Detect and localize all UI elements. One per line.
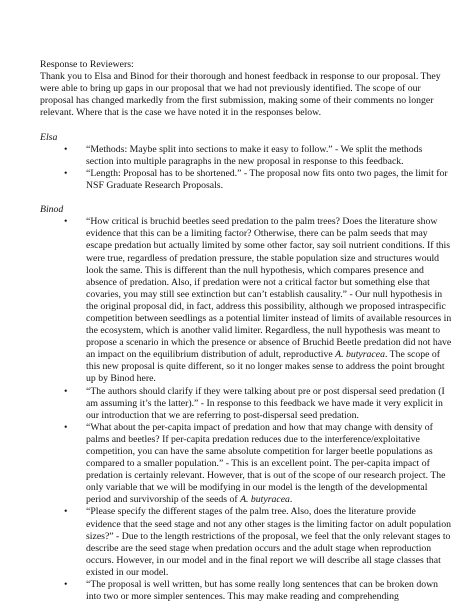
document-page [40,59,452,603]
response-title: Response to Reviewers: [40,59,134,70]
list-item [40,216,452,385]
bullet-icon: • [64,579,68,591]
bullet-icon: • [64,216,68,228]
list-item [40,144,452,168]
comment-text: “The proposal is well written, but has some really long sentences that can be broken down into two or more simpler sentences. This may make reading and comprehending [86,579,438,603]
comment-text: “Length: Proposal has to be shortened.” - The proposal now fits onto two pages, the limit for NSF Graduate Research Proposals. [86,167,448,191]
comment-text: “What about the per-capita impact of predation and how that may change with density of palms and beetles? If per-capita predation reduces due to the interference/exploitative competition, you can have the same absolute competition for larger beetle populations as compared to a smaller population.” - This is an excellent point. The per-capita impact of predation is certainly relevant. However, that is out of the scope of our research project. The only variable that we will be modifying in our model is the length of the developmental period and survivorship of the seeds of [86,421,446,506]
binod-comments [40,216,452,603]
list-item [40,422,452,507]
bullet-icon: • [64,143,68,155]
comment-text: “Methods: Maybe split into sections to make it easy to follow.” - We split the methods section into multiple paragraphs in the new proposal in response to this feedback. [86,143,423,167]
comment-text-cont: . [289,494,293,506]
bullet-icon: • [64,506,68,518]
list-item [40,168,452,192]
list-item [40,386,452,422]
intro-paragraph: Thank you to Elsa and Binod for their thorough and honest feedback in response to our proposal. They were able to bring up gaps in our proposal that we had not previously identified. The scope of our proposal has changed markedly from the first submission, making some of their comments no longer relevant. Where that is the case we have noted it in the responses below. [40,71,441,119]
species-name: A. butyracea [335,349,385,361]
comment-text: “The authors should clarify if they were talking about pre or post dispersal seed predation (I am assuming it’s the latter).” - In response to this feedback we have made it very explicit in our introduction that we are referring to post-dispersal seed predation. [86,385,445,421]
list-item [40,506,452,579]
bullet-icon: • [64,167,68,179]
comment-text: “Please specify the different stages of the palm tree. Also, does the literature provide evidence that the seed stage and not any other stages is the limiting factor on adult population sizes?” - Due to the length restrictions of the proposal, we feel that the only relevant stages to describe are the seed stage when predation occurs and the adult stage when reproduction occurs. However, in our model and in the final report we will describe all stage classes that existed in our model. [86,506,451,578]
reviewer-heading-binod: Binod [40,204,64,216]
elsa-comments [40,144,452,192]
bullet-icon: • [64,421,68,433]
list-item [40,579,452,603]
comment-text: “How critical is bruchid beetles seed predation to the palm trees? Does the literature show evidence that this can be a limiting factor? Otherwise, there can be palm seeds that may escape predation but actually limited by some other factor, say soil nutrient conditions. If this were true, regardless of predation pressure, the stable population size and structures would look the same. This is different than the null hypothesis, which compares presence and absence of predation. Also, if predation were not a critical factor but something else that covaries, you may still see extinction but can’t establish causality.” - Our null hypothesis in the original proposal did, in fact, address this possibility, although we proposed intraspecific competition between seedlings as a potential limiter instead of limits of available resources in the ecosystem, which is another valid limiter. Regardless, the null hypothesis was meant to propose a scenario in which the presence or absence of Bruchid Beetle predation did not have an impact on the equilibrium distribution of adult, reproductive [86,216,452,361]
bullet-icon: • [64,385,68,397]
spacer [40,119,452,131]
reviewer-heading-elsa: Elsa [40,131,58,143]
species-name: A. butyracea [240,494,290,506]
comment-text-cont: . The scope of this new proposal is quite different, so it no longer makes sense to address the point brought up by Binod here. [86,349,445,385]
spacer [40,192,452,204]
